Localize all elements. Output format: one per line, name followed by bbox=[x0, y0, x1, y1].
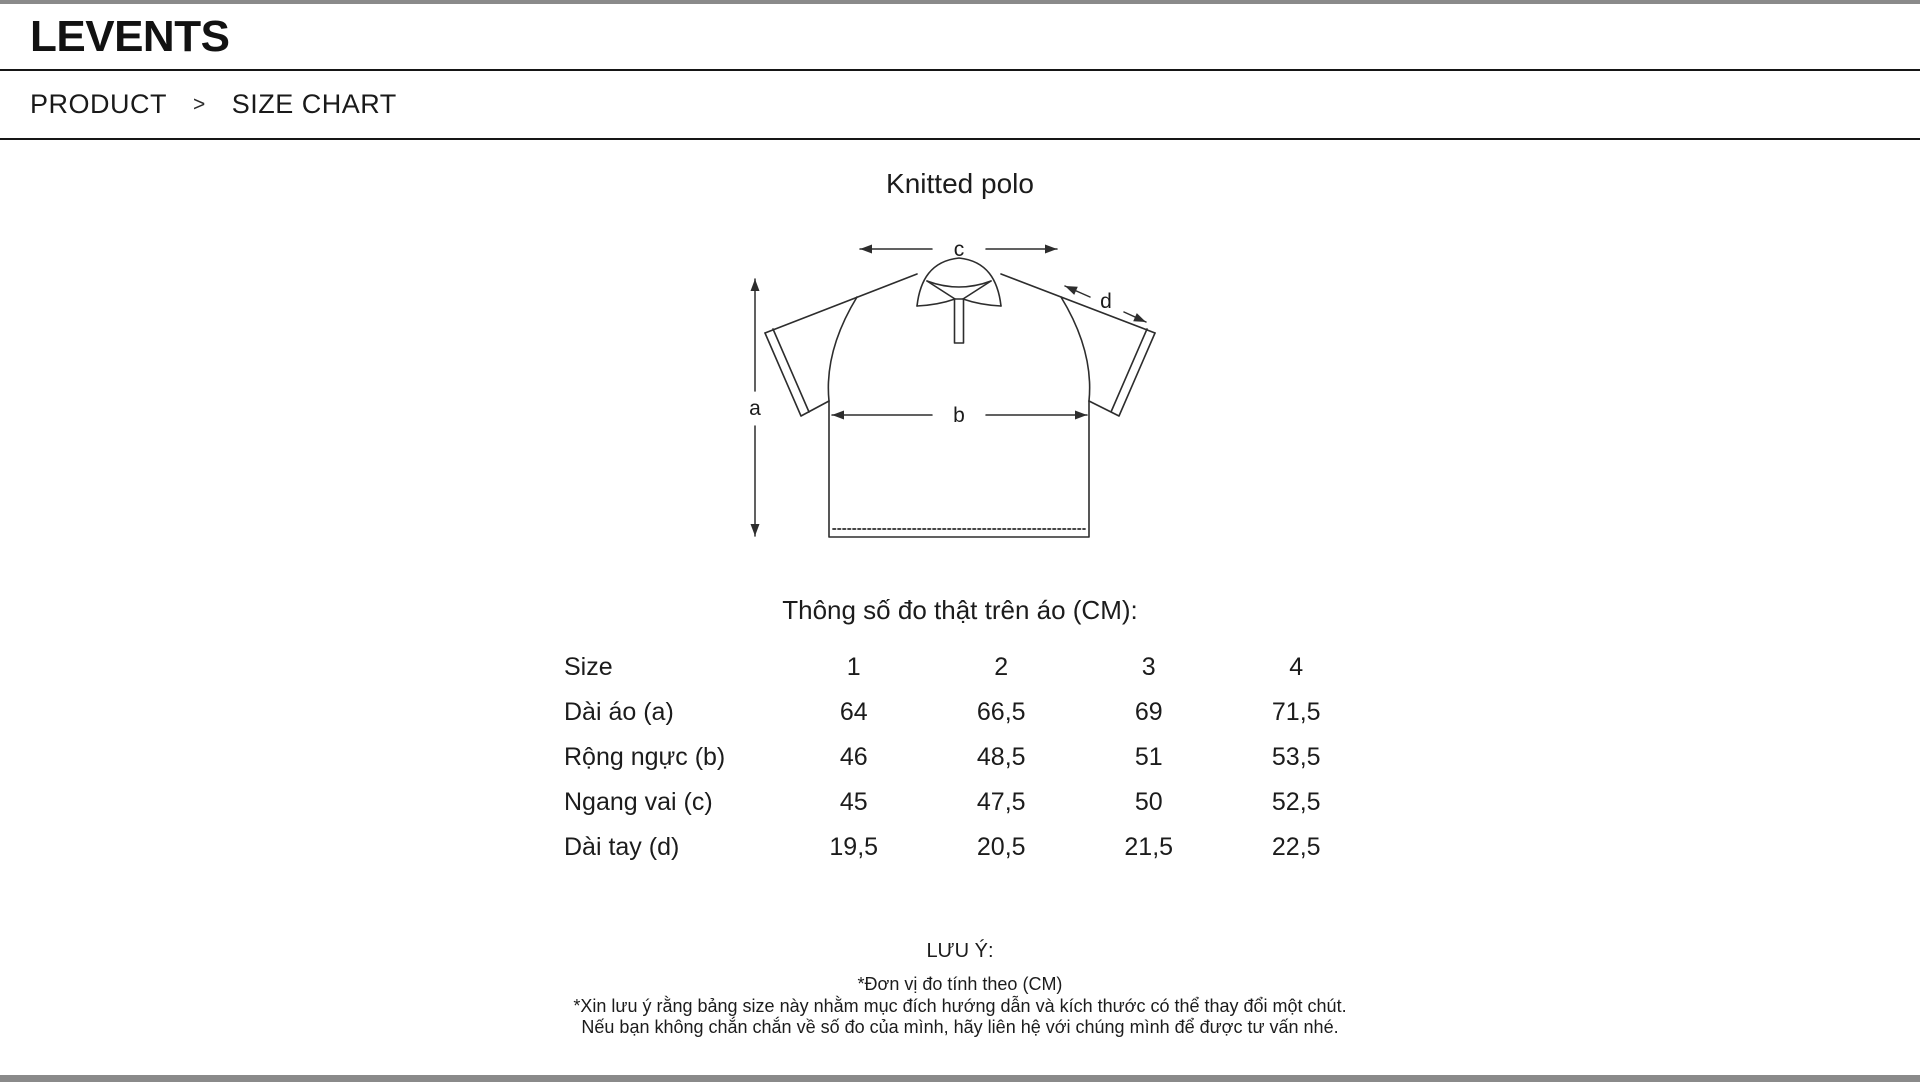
notes-section bbox=[0, 939, 1920, 1039]
cell-value: 19,5 bbox=[829, 833, 879, 861]
cell-value: 51 bbox=[1134, 743, 1163, 771]
brand-header bbox=[0, 4, 1920, 71]
cell-value: 47,5 bbox=[976, 788, 1026, 816]
cell-value: 48,5 bbox=[976, 743, 1026, 771]
cell-value: 22,5 bbox=[1271, 833, 1321, 861]
size-chart-content bbox=[0, 167, 1920, 1039]
size-column-3: 3 bbox=[1141, 653, 1156, 681]
size-table-heading: Thông số đo thật trên áo (CM): bbox=[782, 595, 1138, 625]
table-header-row bbox=[550, 645, 1370, 690]
notes-lines bbox=[0, 974, 1920, 1039]
table-row-chest-width bbox=[550, 735, 1370, 780]
size-column-1: 1 bbox=[846, 653, 861, 681]
note-line: *Xin lưu ý rằng bảng size này nhằm mục đích hướng dẫn và kích thước có thể thay đổi một chút. bbox=[573, 995, 1347, 1016]
bottom-accent-bar bbox=[0, 1075, 1920, 1082]
polo-armhole-right bbox=[1061, 297, 1090, 401]
measurement-arrow-c bbox=[860, 238, 1057, 261]
breadcrumb-separator-icon: > bbox=[193, 92, 206, 116]
size-table bbox=[550, 645, 1370, 870]
polo-cuff-left bbox=[765, 329, 829, 416]
arrow-label-a: a bbox=[749, 397, 761, 420]
table-row-shoulder-width bbox=[550, 780, 1370, 825]
arrow-label-c: c bbox=[953, 238, 965, 261]
cell-value: 45 bbox=[839, 788, 868, 816]
polo-cuff-right bbox=[1089, 329, 1155, 416]
cell-value: 66,5 bbox=[976, 698, 1026, 726]
notes-heading: LƯU Ý: bbox=[926, 940, 994, 962]
cell-value: 21,5 bbox=[1124, 833, 1174, 861]
cell-value: 46 bbox=[839, 743, 868, 771]
cell-value: 52,5 bbox=[1271, 788, 1321, 816]
note-line: Nếu bạn không chắn chắn về số đo của mình, hãy liên hệ với chúng mình để được tư vấn nhé. bbox=[581, 1017, 1339, 1037]
row-label: Rộng ngực (b) bbox=[564, 743, 726, 771]
measurement-arrow-a bbox=[749, 279, 761, 536]
arrow-label-d: d bbox=[1100, 290, 1112, 313]
polo-shoulder-right bbox=[1001, 274, 1155, 333]
size-column-4: 4 bbox=[1289, 653, 1304, 681]
cell-value: 71,5 bbox=[1271, 698, 1321, 726]
page-title: Knitted polo bbox=[886, 168, 1034, 199]
size-column-2: 2 bbox=[994, 653, 1009, 681]
row-label: Dài áo (a) bbox=[564, 698, 674, 726]
breadcrumb bbox=[0, 71, 1920, 140]
breadcrumb-item-product[interactable]: PRODUCT bbox=[30, 89, 167, 119]
measurement-arrow-b bbox=[832, 404, 1087, 427]
polo-placket bbox=[955, 299, 964, 343]
breadcrumb-item-size-chart: SIZE CHART bbox=[231, 89, 397, 119]
brand-logo[interactable]: LEVENTS bbox=[30, 11, 230, 61]
polo-collar-back bbox=[927, 281, 991, 287]
table-row-sleeve-length bbox=[550, 825, 1370, 870]
row-label: Dài tay (d) bbox=[564, 833, 680, 861]
polo-armhole-left bbox=[828, 297, 857, 401]
cell-value: 53,5 bbox=[1271, 743, 1321, 771]
table-row-body-length bbox=[550, 690, 1370, 735]
cell-value: 20,5 bbox=[976, 833, 1026, 861]
row-label: Ngang vai (c) bbox=[564, 788, 713, 816]
cell-value: 64 bbox=[839, 698, 868, 726]
arrow-label-b: b bbox=[953, 404, 965, 427]
note-line: *Đơn vị đo tính theo (CM) bbox=[857, 974, 1063, 994]
polo-shoulder-left bbox=[765, 274, 917, 333]
cell-value: 50 bbox=[1134, 788, 1163, 816]
polo-measurement-diagram bbox=[700, 236, 1220, 551]
cell-value: 69 bbox=[1134, 698, 1163, 726]
table-header-label: Size bbox=[564, 653, 613, 681]
